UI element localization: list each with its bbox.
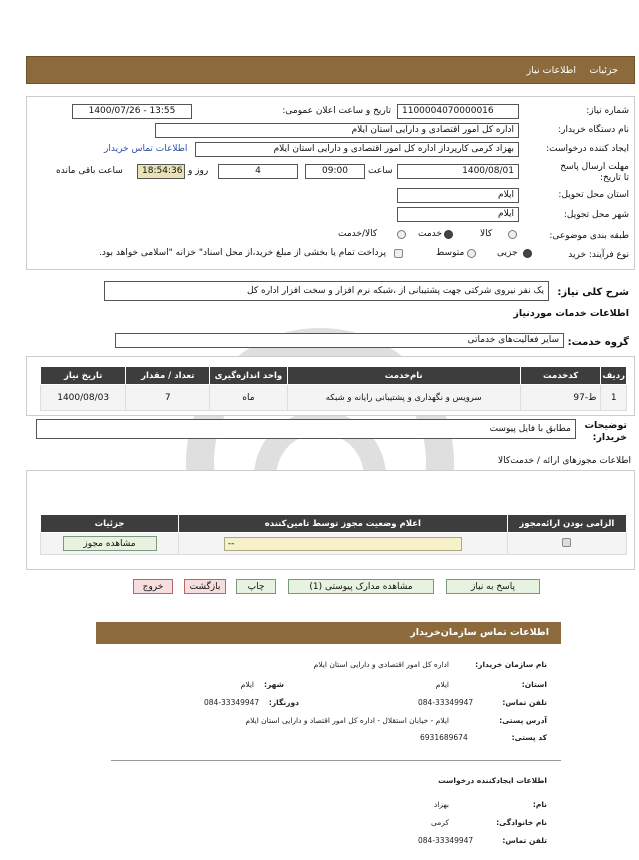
- deadline-date-field: 1400/08/01: [397, 164, 519, 179]
- service-group-label: گروه خدمت:: [567, 337, 629, 348]
- cat-service-label: خدمت: [418, 229, 442, 239]
- table-row: [41, 533, 627, 555]
- creator-label: ایجاد کننده درخواست:: [546, 144, 629, 154]
- col-code: کدخدمت: [520, 367, 601, 385]
- contact-province-label: استان:: [521, 680, 547, 689]
- proc-partial-radio[interactable]: [523, 249, 532, 258]
- province-label: استان محل تحویل:: [558, 190, 629, 200]
- row-code: ط-97: [520, 385, 601, 411]
- permit-status-cell: [179, 533, 508, 555]
- col-qty: تعداد / مقدار: [126, 367, 210, 385]
- creator-field: بهزاد کرمی کارپرداز اداره کل امور اقتصادی و دارایی استان ایلام: [195, 142, 519, 157]
- proc-medium-label: متوسط: [436, 248, 465, 258]
- announce-field: 1400/07/26 - 13:55: [72, 104, 192, 119]
- contact-province: ایلام: [435, 680, 449, 689]
- cat-goods-service-radio[interactable]: [397, 230, 406, 239]
- contact-divider: [111, 760, 561, 761]
- tab-need-info[interactable]: اطلاعات نیاز: [526, 65, 576, 76]
- creator-phone-label: تلفن تماس:: [502, 836, 547, 845]
- need-number-field: 1100004070000016: [397, 104, 519, 119]
- col-permit-details: جزئیات: [41, 515, 179, 533]
- province-field: ایلام: [397, 188, 519, 203]
- permit-details-cell: [41, 533, 179, 555]
- creator-phone: 084-33349947: [418, 836, 474, 845]
- services-title: اطلاعات خدمات موردنیاز: [513, 308, 629, 319]
- table-row: [41, 385, 627, 411]
- contact-address: ایلام - خیابان استقلال - اداره کل امور اقتصاد و دارایی استان ایلام: [245, 716, 449, 725]
- col-name: نام‌خدمت: [287, 367, 520, 385]
- process-label: نوع فرآیند: خرید: [568, 250, 629, 260]
- proc-medium-radio[interactable]: [467, 249, 476, 258]
- deadline-label: مهلت ارسال پاسخ تا تاریخ:: [560, 162, 629, 183]
- row-unit: ماه: [210, 385, 287, 411]
- attachments-button[interactable]: مشاهده مدارک پیوستی (1): [288, 579, 434, 594]
- contact-fax-label: دورنگار:: [268, 698, 299, 707]
- time-label: ساعت: [368, 166, 393, 176]
- exit-button[interactable]: خروج: [133, 579, 173, 594]
- contact-header-title: اطلاعات تماس سازمان‌خریدار: [410, 627, 549, 638]
- buyer-notes-label: توضیحات خریدار:: [584, 420, 627, 443]
- row-name: سرویس و نگهداری و پشتیبانی رایانه و شبکه: [287, 385, 520, 411]
- permit-required-cell: [507, 533, 626, 555]
- cat-goods-service-label: کالا/خدمت: [338, 229, 378, 239]
- buyer-org-label: نام دستگاه خریدار:: [558, 125, 629, 135]
- contact-postal: 6931689674: [420, 733, 468, 742]
- contact-header: [96, 622, 561, 644]
- buyer-org-field: اداره کل امور اقتصادی و دارایی استان ایلام: [155, 123, 519, 138]
- category-label: طبقه بندی موضوعی:: [549, 231, 629, 241]
- remaining-time-field: 18:54:36: [137, 164, 185, 179]
- city-label: شهر محل تحویل:: [563, 210, 629, 220]
- print-button[interactable]: چاپ: [236, 579, 276, 594]
- contact-city-label: شهر:: [264, 680, 284, 689]
- service-group-field: سایر فعالیت‌های خدماتی: [115, 333, 564, 348]
- contact-fax: 084-33349947: [204, 698, 260, 707]
- cat-goods-label: کالا: [480, 229, 493, 239]
- creator-family-label: نام خانوادگی:: [496, 818, 547, 827]
- buyer-contact-link[interactable]: اطلاعات تماس خریدار: [104, 144, 188, 154]
- buyer-notes-field: مطابق با فایل پیوست: [36, 419, 576, 439]
- proc-partial-label: جزیی: [497, 248, 518, 258]
- cat-goods-radio[interactable]: [508, 230, 517, 239]
- row-qty: 7: [126, 385, 210, 411]
- remaining-label: ساعت باقی مانده: [56, 166, 123, 176]
- back-button[interactable]: بازگشت: [184, 579, 226, 594]
- view-permit-button[interactable]: مشاهده مجوز: [63, 536, 157, 551]
- days-label: روز و: [188, 166, 209, 176]
- need-number-label: شماره نیاز:: [586, 106, 629, 116]
- creator-name-label: نام:: [532, 800, 547, 809]
- permits-table-header: [41, 515, 627, 533]
- contact-phone: 084-33349947: [418, 698, 474, 707]
- payment-note: پرداخت تمام یا بخشی از مبلغ خرید،از محل اسناد" خزانه "اسلامی خواهد بود.: [98, 248, 386, 258]
- contact-org-label: نام سازمان خریدار:: [475, 660, 547, 669]
- desc-field: یک نفر نیروی شرکتی جهت پشتیبانی از ،شبکه نرم افزار و سخت افزار اداره کل: [104, 281, 549, 301]
- col-permit-status: اعلام وضعیت مجوز توسط تامین‌کننده: [179, 515, 508, 533]
- contact-phone-label: تلفن تماس:: [502, 698, 547, 707]
- days-field: 4: [218, 164, 298, 179]
- col-permit-required: الزامی بودن ارائه‌مجوز: [507, 515, 626, 533]
- reply-button[interactable]: پاسخ به نیاز: [446, 579, 540, 594]
- cat-service-radio[interactable]: [444, 230, 453, 239]
- permits-table: [40, 514, 627, 555]
- city-field: ایلام: [397, 207, 519, 222]
- creator-name: بهزاد: [433, 800, 449, 809]
- creator-family: کرمی: [431, 818, 449, 827]
- contact-postal-label: کد پستی:: [511, 733, 547, 742]
- col-unit: واحد اندازه‌گیری: [210, 367, 287, 385]
- desc-label: شرح کلی نیاز:: [557, 287, 629, 298]
- announce-label: تاریخ و ساعت اعلان عمومی:: [282, 106, 391, 116]
- services-table-header: [41, 367, 627, 385]
- top-bar: [26, 56, 635, 84]
- services-table: [40, 366, 627, 411]
- contact-city: ایلام: [240, 680, 254, 689]
- permits-title: اطلاعات مجوزهای ارائه / خدمت‌کالا: [497, 456, 631, 466]
- contact-address-label: آدرس پستی:: [499, 716, 547, 725]
- permit-status-field: --: [224, 537, 462, 551]
- tab-details[interactable]: جزئیات: [589, 65, 618, 76]
- payment-checkbox[interactable]: [394, 249, 403, 258]
- permit-required-checkbox[interactable]: [562, 538, 571, 547]
- row-index: 1: [601, 385, 627, 411]
- col-date: تاریخ نیاز: [41, 367, 126, 385]
- creator-header: اطلاعات ایجادکننده درخواست: [438, 776, 547, 785]
- deadline-time-field: 09:00: [305, 164, 365, 179]
- col-index: ردیف: [601, 367, 627, 385]
- row-date: 1400/08/03: [41, 385, 126, 411]
- contact-org: اداره کل امور اقتصادی و دارایی استان ایلام: [313, 660, 449, 669]
